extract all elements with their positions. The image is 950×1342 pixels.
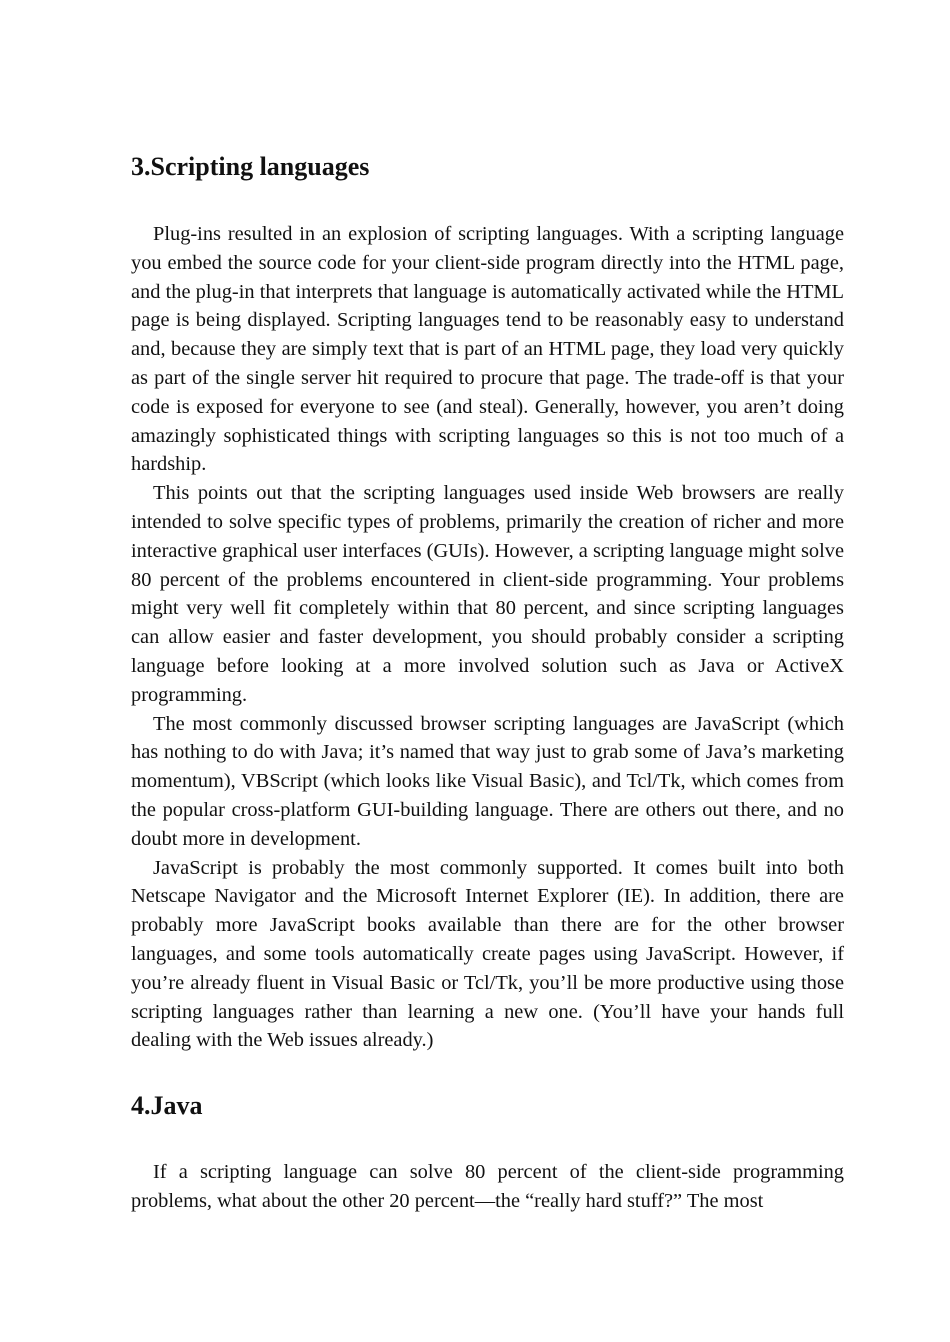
paragraph: Plug-ins resulted in an explosion of scripting languages. With a scripting language you embed the source code for your client-side program directly into the HTML page, and the plug-in that interprets that language is automatically activated while the HTML page is being displayed. Scripting languages tend to be reasonably easy to understand and, because they are simply text that is part of an HTML page, they load very quickly as part of the single server hit required to procure that page. The trade-off is that your code is exposed for everyone to see (and steal). Generally, however, you aren’t doing amazingly sophisticated things with scripting languages so this is not too much of a hardship.: [131, 223, 844, 476]
section-heading-java: 4.Java: [131, 1091, 203, 1120]
section-body-java: [131, 1158, 844, 1216]
section-heading-scripting-languages: 3.Scripting languages: [131, 152, 370, 181]
section-body-scripting-languages: [131, 220, 844, 1055]
paragraph: JavaScript is probably the most commonly supported. It comes built into both Netscape Navigator and the Microsoft Internet Explorer (IE). In addition, there are probably more JavaScript books available than there are for the other browser languages, and some tools automatically create pages using JavaScript. However, if you’re already fluent in Visual Basic or Tcl/Tk, you’ll be more productive using those scripting languages rather than learning a new one. (You’ll have your hands full dealing with the Web issues already.): [131, 856, 844, 1052]
paragraph: This points out that the scripting languages used inside Web browsers are really intended to solve specific types of problems, primarily the creation of richer and more interactive graphical user interfaces (GUIs). However, a scripting language might solve 80 percent of the problems encountered in client-side programming. Your problems might very well fit completely within that 80 percent, and since scripting languages can allow easier and faster development, you should probably consider a scripting language before looking at a more involved solution such as Java or ActiveX programming.: [131, 482, 844, 706]
paragraph: If a scripting language can solve 80 percent of the client-side programming problems, what about the other 20 percent—the “really hard stuff?” The most: [131, 1161, 844, 1212]
paragraph: The most commonly discussed browser scripting languages are JavaScript (which has nothing to do with Java; it’s named that way just to grab some of Java’s marketing momentum), VBScript (which looks like Visual Basic), and Tcl/Tk, which comes from the popular cross-platform GUI-building language. There are others out there, and no doubt more in development.: [131, 712, 844, 850]
